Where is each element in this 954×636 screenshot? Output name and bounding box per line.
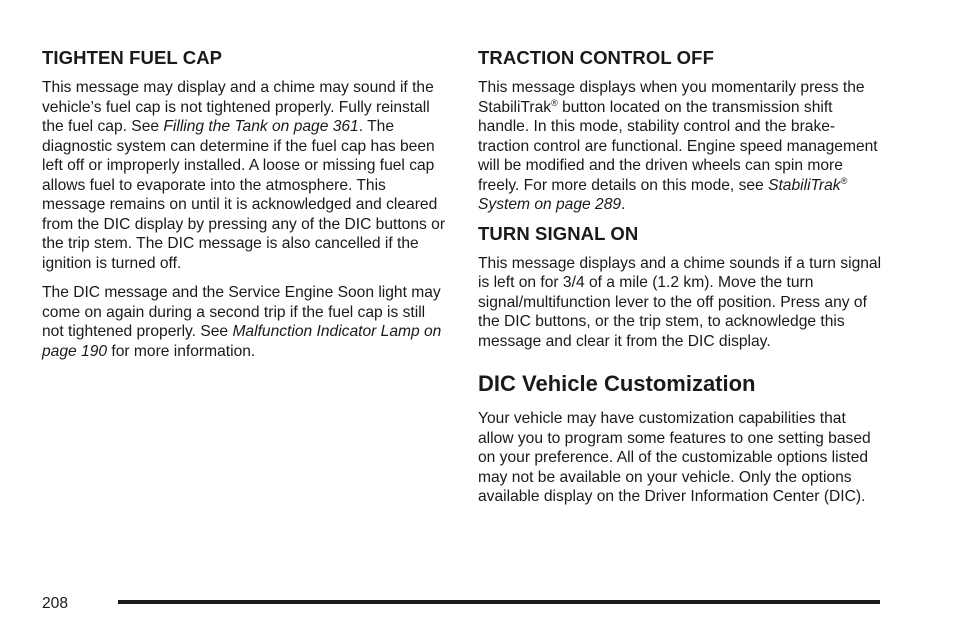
section-heading-dic-vehicle-customization: DIC Vehicle Customization — [478, 371, 756, 396]
registered-mark-link: ® — [840, 175, 848, 186]
footer-rule — [118, 600, 880, 604]
right-column — [478, 47, 884, 517]
customization-paragraph: Your vehicle may have customization capabilities that allow you to program some features to one setting based on your preference. All of the customizable options listed may not be available on your vehicle. Only the options available display on the Driver Information Center (DIC). — [478, 410, 871, 505]
registered-mark: ® — [551, 97, 558, 108]
traction-text-a: This message displays when you momentarily press the StabiliTrak — [478, 79, 865, 116]
section-heading-traction-control-off: TRACTION CONTROL OFF — [478, 47, 714, 68]
page-number: 208 — [42, 595, 69, 612]
traction-text-c: . — [621, 196, 626, 213]
section-heading-turn-signal-on: TURN SIGNAL ON — [478, 222, 639, 244]
fuel-cap-p2-text-b: for more information. — [107, 342, 256, 360]
stabilitrak-link-text-b: System on page 289 — [478, 196, 622, 213]
stabilitrak-link-text-a: StabiliTrak — [768, 176, 841, 194]
malfunction-lamp-reference-link[interactable]: Malfunction Indicator Lamp on page 190 — [42, 323, 442, 360]
filling-tank-reference-link[interactable]: Filling the Tank on page 361 — [163, 118, 359, 135]
fuel-cap-p1-text-b: . The diagnostic system can determine if the fuel cap has been left off or improperly installed. A loose or missing fuel cap allows fuel to evaporate into the atmosphere. This message remains on until it is acknowledged and cleared from the DIC display by pressing any of the DIC buttons or the trip stem. The DIC message is also cancelled if the ignition is turned off. — [42, 118, 446, 272]
traction-text-b: button located on the transmission shift handle. In this mode, stability control and the brake-traction control are functional. Engine speed management will be modified and the driven wheels can spin more freely. For more details on this mode, see — [478, 98, 878, 194]
turn-signal-paragraph: This message displays and a chime sounds if a turn signal is left on for 3/4 of a mile (1.2 km). Move the turn signal/multifunction lever to the off position. Press any of the DIC buttons, or the trip stem, to acknowledge this message and clear it from the DIC display. — [478, 254, 882, 350]
fuel-cap-paragraph-1 — [42, 78, 450, 273]
left-column — [42, 47, 450, 371]
traction-control-paragraph — [478, 78, 884, 215]
fuel-cap-p1-text-a: This message may display and a chime may sound if the vehicle’s fuel cap is not tightened properly. Fully reinstall the fuel cap. See — [42, 79, 434, 135]
fuel-cap-paragraph-2 — [42, 283, 450, 361]
section-heading-tighten-fuel-cap: TIGHTEN FUEL CAP — [42, 47, 223, 68]
fuel-cap-p2-text-a: The DIC message and the Service Engine Soon light may come on again during a second trip if the fuel cap is still not tightened properly. See — [42, 284, 441, 340]
